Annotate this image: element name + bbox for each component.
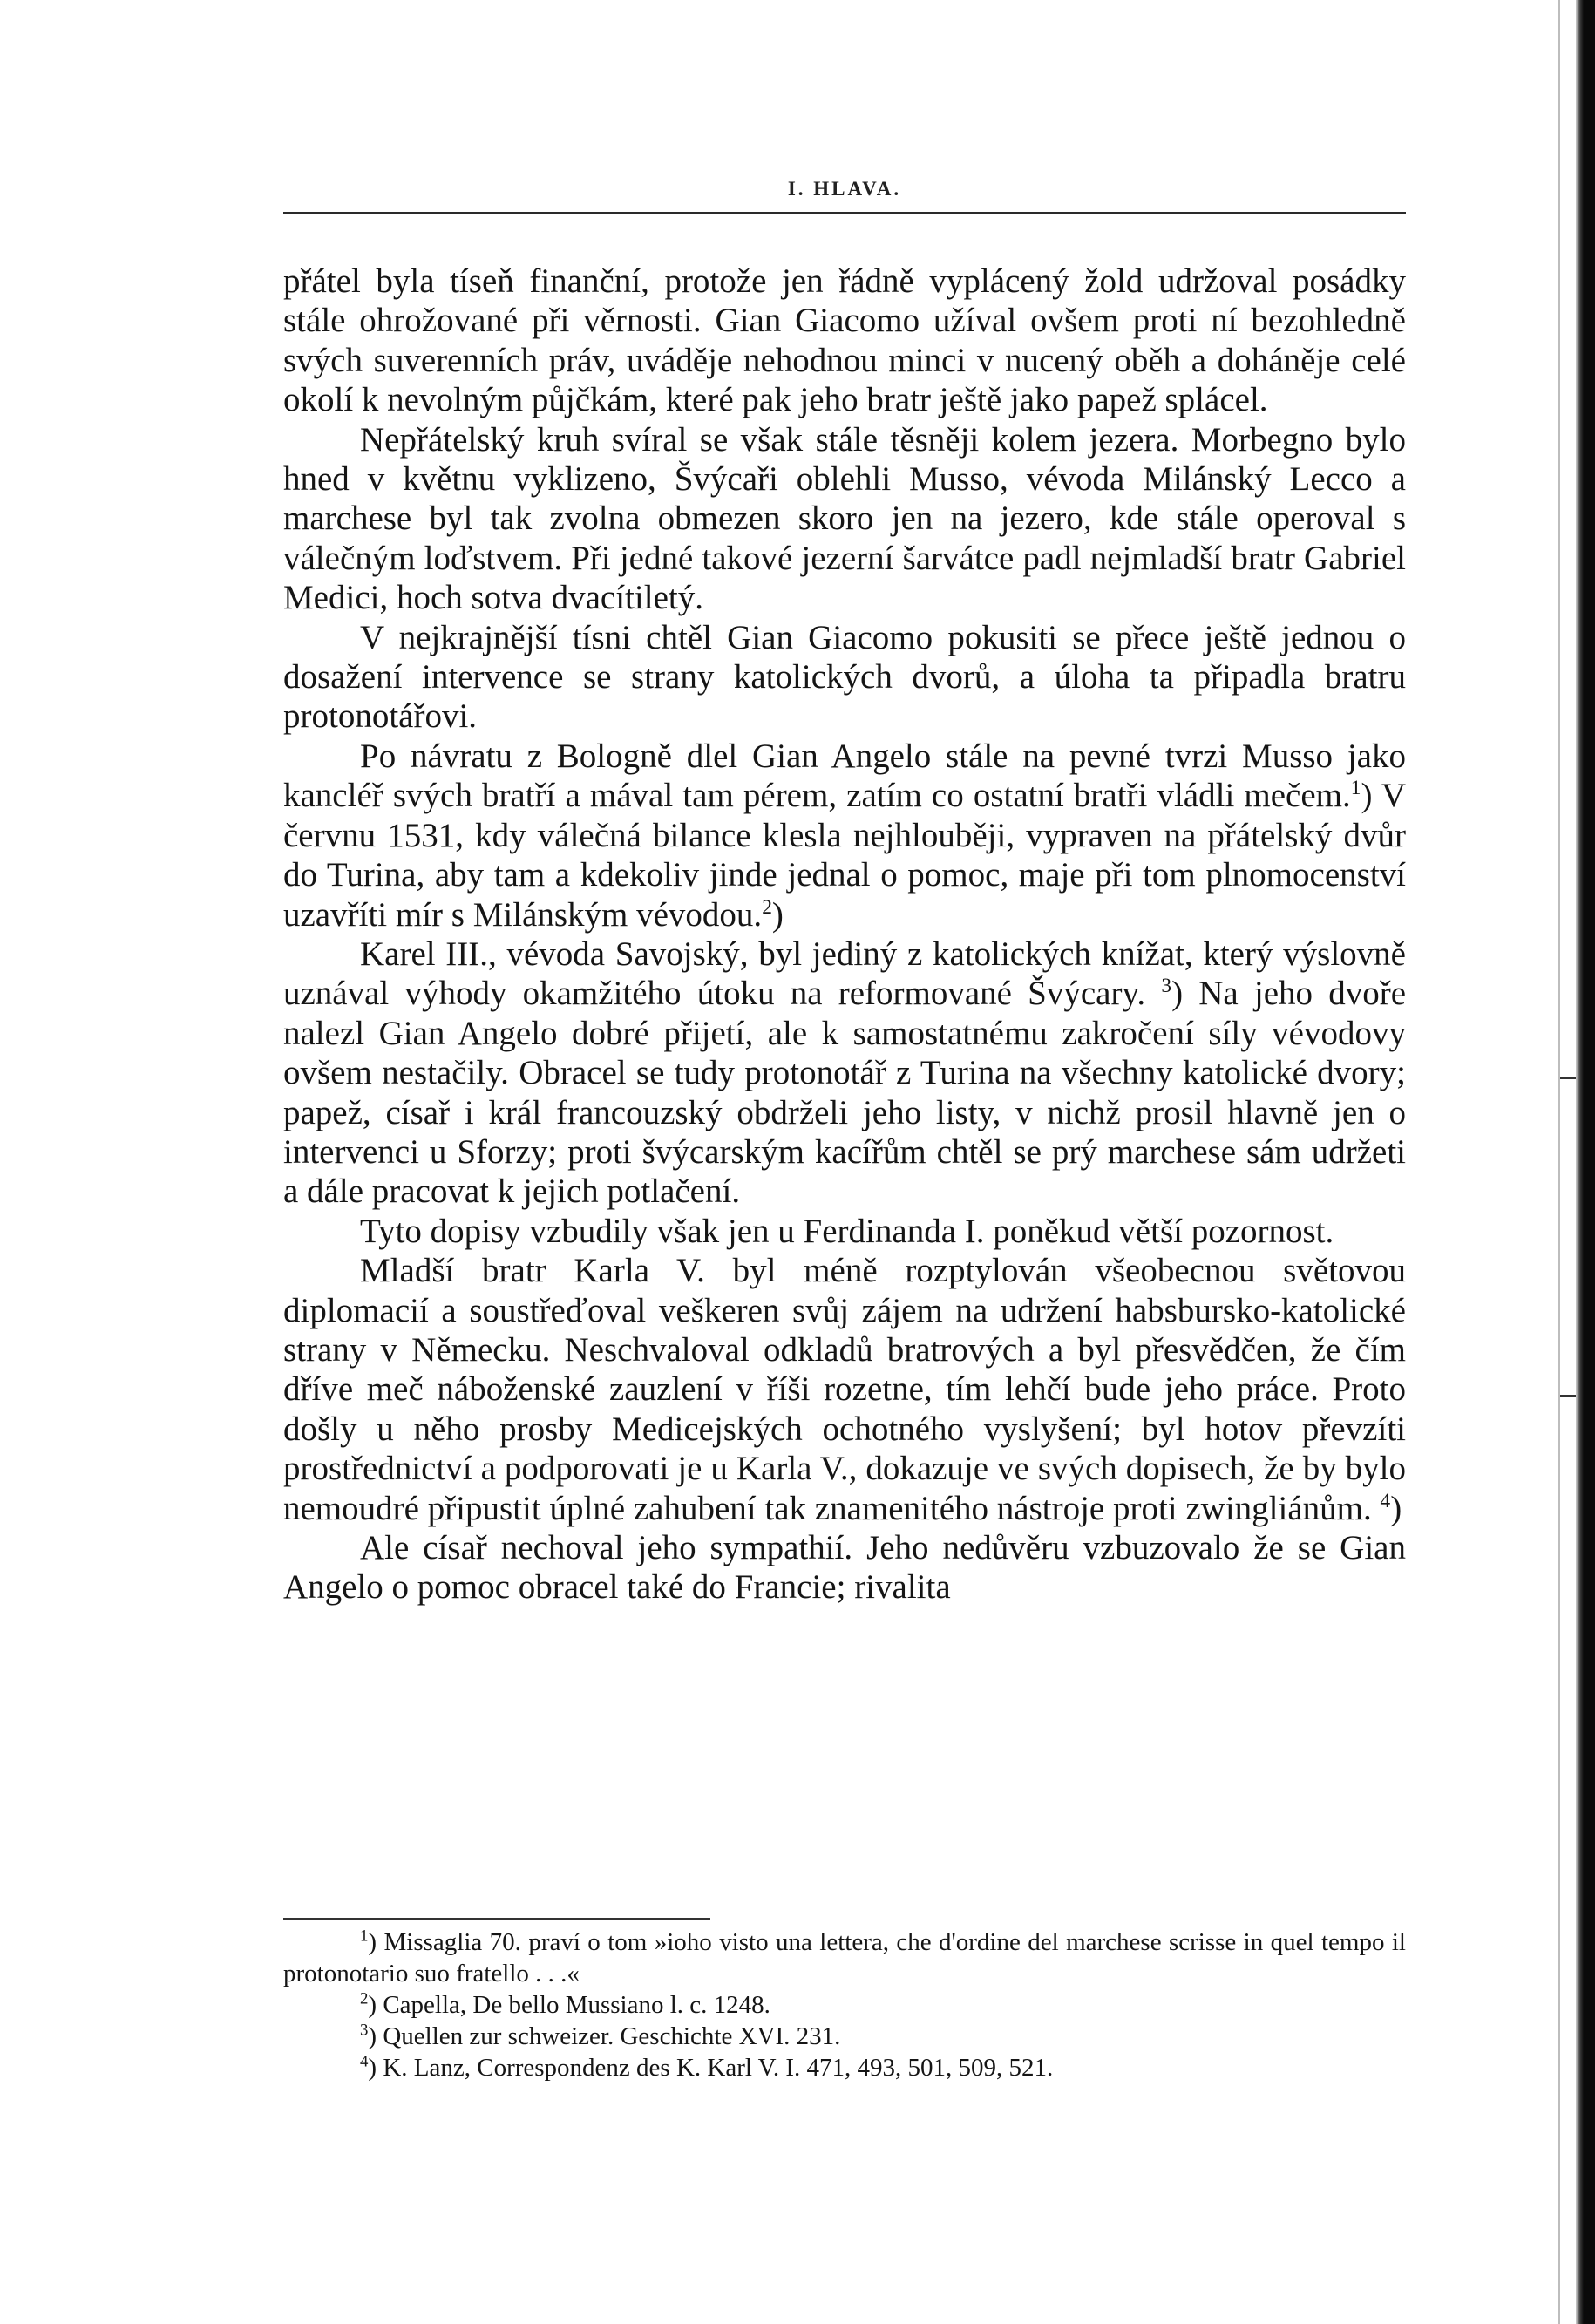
paragraph [283,934,1406,1212]
footnote-rule [283,1918,710,1920]
paragraph [283,1251,1406,1528]
paragraph: přátel byla tíseň finanční, protože jen řádně vyplácený žold udržoval posádky stále ohrožované při věrnosti. Gian Giacomo užíval ovšem proti ní bezohledně svých suverenních práv, uváděje nehodnou minci v nucený oběh a doháněje celé okolí k nevolným půjčkám, které pak jeho bratr ještě jako papež splácel. [283,262,1406,419]
paragraph [283,737,1406,934]
footnote-text: ) K. Lanz, Correspondenz des K. Karl V. I. 471, 493, 501, 509, 521. [368,2054,1054,2082]
footnote [283,1989,1406,2021]
paragraph: Nepřátelský kruh svíral se však stále těsněji kolem jezera. Morbegno bylo hned v květnu vyklizeno, Švýcaři oblehli Musso, vévoda Milánský Lecco a marchese byl tak zvolna obmezen skoro jen na jezero, kde stále operoval s válečným loďstvem. Při jedné takové jezerní šarvátce padl nejmladší bratr Gabriel Medici, hoch sotva dvacítiletý. [283,420,1406,617]
footnote-mark: 1 [360,1926,369,1946]
footnote [283,1926,1406,1989]
page-edge-line [1558,0,1560,2324]
footnote-mark: 4 [360,2052,369,2071]
paragraph-text: Mladší bratr Karla V. byl méně rozptylován všeobecnou světovou diplomacií a soustřeďoval veškeren svůj zájem na udržení habsbursko-katolické strany v Německu. Neschvaloval odkladů bratrových a byl přesvědčen, že čím dříve meč náboženské zauzlení v říši rozetne, tím lehčí bude jeho práce. Proto došly u něho prosby Medicejských ochotného vyslyšení; byl hotov převzíti prostřednictví a podporovati je u Karla V., dokazuje ve svých dopisech, že by bylo nemoudré připustit úplné zahubení tak znamenitého nástroje proti zwingliánům. [283,1252,1406,1527]
paragraph-text: ) V červnu 1531, kdy válečná bilance klesla nejhlouběji, vypraven na přátelský dvůr do Turina, aby tam a kdekoliv jinde jednal o pomoc, maje při tom plnomocenství uzavříti mír s Milánským vévodou. [283,777,1407,934]
footnotes [283,1926,1406,2083]
footnote-text: ) Missaglia 70. praví o tom »ioho visto una lettera, che d'ordine del marchese scrisse in quel tempo il protonotario suo fratello . . .« [283,1928,1406,1988]
scan-edge-tick [1560,1077,1576,1079]
running-head: I. HLAVA. [787,178,902,200]
paragraph-text: ) [771,895,784,934]
footnote-mark: 2 [360,1989,369,2008]
footnote-reference: 2 [762,895,772,919]
footnote-text: ) Capella, De bello Mussiano l. c. 1248. [368,1991,770,2019]
main-text [283,262,1406,1607]
paragraph-text: Karel III., vévoda Savojský, byl jediný z katolických knížat, který výslovně uznával výhody okamžitého útoku na reformované Švýcary. [283,934,1406,1013]
scan-edge-shadow [1576,0,1595,2324]
header-rule [283,212,1406,214]
paragraph: V nejkrajnější tísni chtěl Gian Giacomo pokusiti se přece ještě jednou o dosažení intervence se strany katolických dvorů, a úloha ta připadla bratru protonotářovi. [283,618,1406,736]
paragraph-text: ) Na jeho dvoře nalezl Gian Angelo dobré přijetí, ale k samostatnému zakročení síly vévodovy ovšem nestačily. Obracel se tudy protonotář z Turina na všechny katolické dvory; papež, císař i král francouzský obdrželi jeho listy, v nichž prosil hlavně jen o intervenci u Sforzy; proti švýcarským kacířům chtěl se prý marchese sám udržeti a dále pracovat k jejich potlačení. [283,975,1407,1211]
paragraph-text: Po návratu z Bologně dlel Gian Angelo stále na pevné tvrzi Musso jako kancléř svých bratří a mával tam pérem, zatím co ostatní bratři vládli mečem. [283,737,1406,815]
paragraph: Tyto dopisy vzbudily však jen u Ferdinanda I. poněkud větší pozornost. [360,1212,1334,1250]
paragraph-text: ) [1390,1489,1402,1527]
footnote [283,2021,1406,2052]
paragraph: Ale císař nechoval jeho sympathií. Jeho nedůvěru vzbuzovalo že se Gian Angelo o pomoc obracel také do Francie; rivalita [283,1529,1406,1607]
footnote-mark: 3 [360,2021,369,2040]
footnote [283,2052,1406,2083]
scan-edge-tick [1560,1395,1576,1397]
footnote-reference: 1 [1350,777,1361,800]
footnote-reference: 4 [1380,1489,1391,1512]
footnote-text: ) Quellen zur schweizer. Geschichte XVI. 231. [368,2022,841,2050]
footnote-reference: 3 [1161,975,1172,998]
